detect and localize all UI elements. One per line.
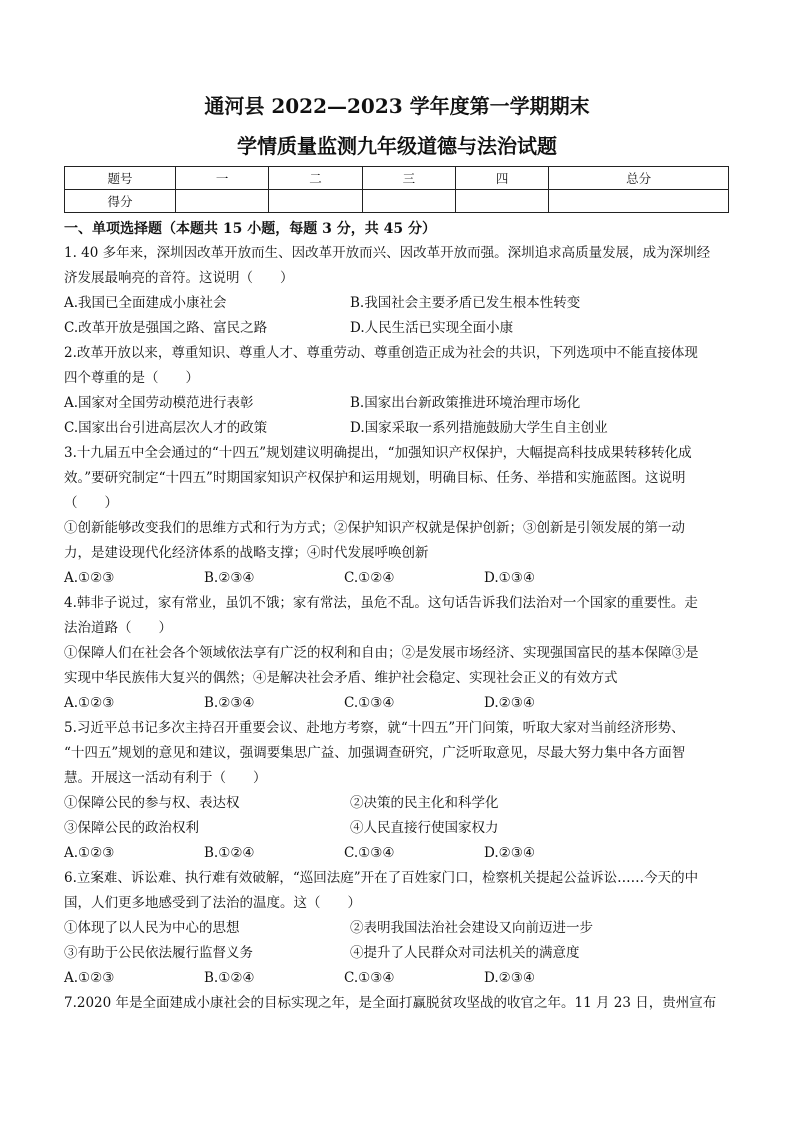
question-3-options: [64, 566, 730, 591]
question-6-stem-line2: 国，人们更多地感受到了法治的温度。这（ ）: [64, 895, 361, 911]
question-3-statements-line2: 力，是建设现代化经济体系的战略支撑；④时代发展呼唤创新: [64, 545, 429, 561]
question-7-stem-line1: 7.2020 年是全面建成小康社会的目标实现之年，是全面打赢脱贫攻坚战的收官之年。11 月 23 日，贵州宣布: [64, 995, 717, 1011]
question-1-options-row2: [64, 316, 730, 341]
question-5-option-a: A.①②③: [64, 845, 115, 861]
section-heading: 一、单项选择题（本题共 15 小题，每题 3 分，共 45 分）: [64, 221, 436, 237]
question-2-option-d: D.国家采取一系列措施鼓励大学生自主创业: [350, 420, 608, 436]
question-5-statements-row1: [64, 791, 730, 816]
exam-title-line2: 学情质量监测九年级道德与法治试题: [237, 134, 557, 158]
question-5-stem-line2: “十四五”规划的意见和建议，强调要集思广益、加强调查研究，广泛听取意见，尽最大努力集中各方面智: [64, 745, 686, 761]
score-row-label: 得分: [65, 190, 176, 213]
score-input-part3[interactable]: [362, 190, 455, 213]
question-3-option-d: D.①③④: [484, 570, 535, 586]
question-4-option-a: A.①②③: [64, 695, 115, 711]
score-cell-label: 题号: [65, 167, 176, 190]
question-2-options-row2: [64, 416, 730, 441]
question-2-stem-line1: 2.改革开放以来，尊重知识、尊重人才、尊重劳动、尊重创造正成为社会的共识，下列选项中不能直接体现: [64, 345, 698, 361]
question-3-option-a: A.①②③: [64, 570, 115, 586]
question-6-statement-3: ③有助于公民依法履行监督义务: [64, 945, 253, 961]
question-5-option-d: D.②③④: [484, 845, 535, 861]
question-3-stem-line3: （ ）: [64, 495, 118, 511]
question-2-option-c: C.国家出台引进高层次人才的政策: [64, 420, 268, 436]
question-5-statement-2: ②决策的民主化和科学化: [350, 795, 499, 811]
question-1-option-d: D.人民生活已实现全面小康: [350, 320, 514, 336]
question-4-option-d: D.②③④: [484, 695, 535, 711]
question-4-statements-line1: ①保障人们在社会各个领域依法享有广泛的权利和自由；②是发展市场经济、实现强国富民的基本保障③是: [64, 645, 699, 661]
question-2-stem-line2: 四个尊重的是（ ）: [64, 370, 199, 386]
question-6-option-d: D.②③④: [484, 970, 535, 986]
question-6-statement-2: ②表明我国法治社会建设又向前迈进一步: [350, 920, 593, 936]
score-table-header-row: [65, 167, 729, 190]
question-5-option-b: B.①②④: [204, 845, 255, 861]
score-cell-part1: 一: [176, 167, 269, 190]
question-5-stem-line1: 5.习近平总书记多次主持召开重要会议、赴地方考察，就“十四五”开门问策，听取大家对当前经济形势、: [64, 720, 685, 736]
score-table-score-row: [65, 190, 729, 213]
question-6-statements-row1: [64, 916, 730, 941]
question-6-option-a: A.①②③: [64, 970, 115, 986]
question-3-statements-line1: ①创新能够改变我们的思维方式和行为方式；②保护知识产权就是保护创新；③创新是引领发展的第一动: [64, 520, 685, 536]
question-4-option-c: C.①③④: [344, 695, 395, 711]
question-3-stem-line2: 效。”要研究制定“十四五”时期国家知识产权保护和运用规划，明确目标、任务、举措和实施蓝图。这说明: [64, 470, 686, 486]
question-5-option-c: C.①③④: [344, 845, 395, 861]
question-6-option-b: B.①②④: [204, 970, 255, 986]
question-6-options: [64, 966, 730, 991]
score-cell-part3: 三: [362, 167, 455, 190]
score-cell-part2: 二: [269, 167, 362, 190]
question-5-options: [64, 841, 730, 866]
question-3-stem-line1: 3.十九届五中全会通过的“十四五”规划建议明确提出，“加强知识产权保护，大幅提高科技成果转移转化成: [64, 445, 692, 461]
score-input-part4[interactable]: [455, 190, 548, 213]
question-5-stem-line3: 慧。开展这一活动有利于（ ）: [64, 770, 267, 786]
question-1-stem-line2: 济发展最响亮的音符。这说明（ ）: [64, 270, 294, 286]
question-1-stem-line1: 1. 40 多年来，深圳因改革开放而生、因改革开放而兴、因改革开放而强。深圳追求高质量发展，成为深圳经: [64, 245, 711, 261]
question-4-stem-line2: 法治道路（ ）: [64, 620, 172, 636]
score-cell-part4: 四: [455, 167, 548, 190]
question-1-option-b: B.我国社会主要矛盾已发生根本性转变: [350, 295, 581, 311]
question-5-statement-3: ③保障公民的政治权利: [64, 820, 199, 836]
question-6-statement-1: ①体现了以人民为中心的思想: [64, 920, 240, 936]
question-3-option-b: B.②③④: [204, 570, 255, 586]
score-table: [64, 166, 729, 213]
question-1-options-row1: [64, 291, 730, 316]
question-4-statements-line2: 实现中华民族伟大复兴的偶然；④是解决社会矛盾、维护社会稳定、实现社会正义的有效方式: [64, 670, 618, 686]
question-2-option-b: B.国家出台新政策推进环境治理市场化: [350, 395, 581, 411]
question-4-option-b: B.②③④: [204, 695, 255, 711]
question-2-option-a: A.国家对全国劳动模范进行表彰: [64, 395, 254, 411]
question-1-option-a: A.我国已全面建成小康社会: [64, 295, 227, 311]
question-4-stem-line1: 4.韩非子说过，家有常业，虽饥不饿；家有常法，虽危不乱。这句话告诉我们法治对一个国家的重要性。走: [64, 595, 698, 611]
question-6-statements-row2: [64, 941, 730, 966]
question-6-stem-line1: 6.立案难、诉讼难、执行难有效破解，“巡回法庭”开在了百姓家门口，检察机关提起公益诉讼……今天的中: [64, 870, 699, 886]
score-input-part2[interactable]: [269, 190, 362, 213]
question-5-statement-1: ①保障公民的参与权、表达权: [64, 795, 240, 811]
question-6-statement-4: ④提升了人民群众对司法机关的满意度: [350, 945, 580, 961]
question-6-option-c: C.①③④: [344, 970, 395, 986]
question-5-statements-row2: [64, 816, 730, 841]
question-2-options-row1: [64, 391, 730, 416]
question-5-statement-4: ④人民直接行使国家权力: [350, 820, 499, 836]
exam-title-line1: 通河县 2022—2023 学年度第一学期期末: [204, 94, 590, 118]
question-3-option-c: C.①②④: [344, 570, 395, 586]
question-4-options: [64, 691, 730, 716]
score-cell-total: 总分: [549, 167, 729, 190]
question-1-option-c: C.改革开放是强国之路、富民之路: [64, 320, 268, 336]
score-input-part1[interactable]: [176, 190, 269, 213]
score-input-total[interactable]: [549, 190, 729, 213]
